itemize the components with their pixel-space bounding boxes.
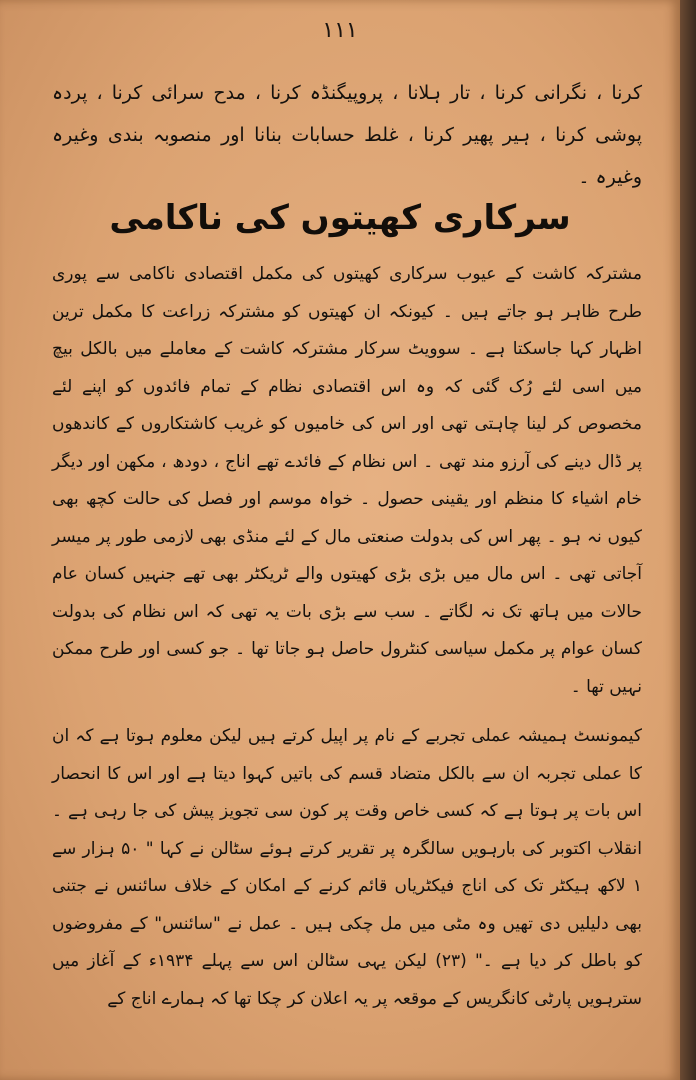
body-paragraph-1 [52,256,642,706]
paragraph-text: کیمونسٹ ہمیشہ عملی تجربے کے نام پر اپیل کرتے ہیں لیکن معلوم ہوتا ہے کہ ان کا عملی تجربہ ان سے بالکل متضاد قسم کی باتیں کہوا دیتا ہے اور اس کا انحصار اس بات پر ہوتا ہے کہ کسی خاص وقت پر کون سی تجویز پیش کی جا رہی ہے ۔ انقلاب اکتوبر کی بارہویں سالگرہ پر تقریر کرتے ہوئے سٹالن نے کہا " ۵۰ ہزار سے ۱ لاکھ ہیکٹر تک کی اناج فیکٹریاں قائم کرنے کے امکان کے خلاف سائنس نے جتنی بھی دلیلیں دی تھیں وہ مٹی میں مل چکی ہیں ۔ عمل نے "سائنس" کے مفروضوں کو باطل کر دیا ہے ۔" (۲۳) لیکن یہی سٹالن اس سے پہلے ۱۹۳۴ء کے آغاز میں سترہویں پارٹی کانگریس کے موقعہ پر یہ اعلان کر چکا تھا کہ ہمارے اناج کے [52,726,642,1009]
intro-paragraph: کرنا ، نگرانی کرنا ، تار ہلانا ، پروپیگنڈہ کرنا ، مدح سرائی کرنا ، پردہ پوشی کرنا ، ہیر پھیر کرنا ، غلط حسابات بنانا اور منصوبہ بندی وغیرہ وغیرہ ۔ [52,82,642,188]
page-edge [680,0,696,1080]
page-number: ١١١ [322,18,358,43]
intro-text [52,72,642,198]
body-paragraph-2 [52,718,642,1018]
paragraph-text: مشترکہ کاشت کے عیوب سرکاری کھیتوں کی مکمل اقتصادی ناکامی سے پوری طرح ظاہر ہو جاتے ہیں ۔ کیونکہ ان کھیتوں کو مشترکہ زراعت کا مکمل ترین اظہار کہا جاسکتا ہے ۔ سوویٹ سرکار مشترکہ کاشت کے معاملے میں بالکل بیچ میں اسی لئے رُک گئی کہ وہ اس اقتصادی نظام کے تمام فائدوں کو اپنے لئے مخصوص کر لینا چاہتی تھی اور اس کی خامیوں کو غریب کاشتکاروں کے کاندھوں پر ڈال دینے کی آرزو مند تھی ۔ اس نظام کے فائدے تھے اناج ، دودھ ، مکھن اور دیگر خام اشیاء کا منظم اور یقینی حصول ۔ خواہ موسم اور فصل کی حالت کچھ بھی کیوں نہ ہو ۔ پھر اس کی بدولت صنعتی مال کے لئے منڈی بھی لازمی طور پر میسر آجاتی تھی ۔ اس مال میں بڑی بڑی کھیتوں والے ٹریکٹر بھی تھے جنہیں کسان عام حالات میں ہاتھ تک نہ لگاتے ۔ سب سے بڑی بات یہ تھی کہ اس نظام کی بدولت کسان عوام پر مکمل سیاسی کنٹرول حاصل ہو جاتا تھا ۔ جو کسی اور طرح ممکن نہیں تھا ۔ [52,264,642,697]
section-heading: سرکاری کھیتوں کی ناکامی [109,198,571,238]
